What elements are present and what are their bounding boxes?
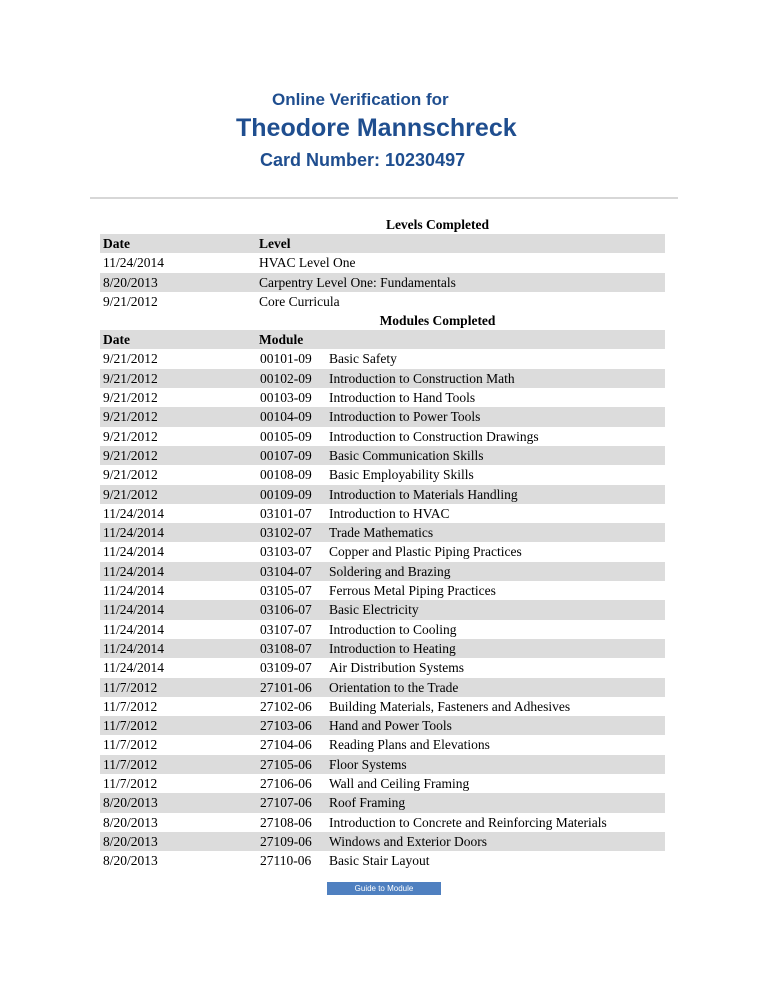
level-date: 9/21/2012: [103, 293, 158, 309]
level-date: 11/24/2014: [103, 255, 165, 271]
modules-col-date: Date: [103, 332, 130, 348]
card-number: Card Number: 10230497: [260, 150, 466, 170]
module-name: Introduction to Cooling: [329, 621, 457, 637]
module-date: 9/21/2012: [103, 351, 158, 367]
module-date: 11/24/2014: [103, 583, 165, 599]
levels-col-date: Date: [103, 236, 130, 251]
module-date: 11/7/2012: [103, 737, 158, 753]
module-row: [100, 755, 665, 774]
module-date: 8/20/2013: [103, 833, 158, 849]
module-date: 9/21/2012: [103, 409, 158, 425]
module-date: 11/24/2014: [103, 505, 165, 521]
module-code: 27106-06: [260, 776, 312, 792]
module-code: 03101-07: [260, 505, 312, 521]
module-code: 03103-07: [260, 544, 312, 560]
module-row: [100, 793, 665, 812]
module-code: 27103-06: [260, 718, 312, 734]
module-name: Roof Framing: [329, 795, 406, 811]
module-date: 8/20/2013: [103, 814, 158, 830]
module-row: [100, 658, 665, 677]
header-divider: [90, 197, 678, 199]
module-code: 27102-06: [260, 698, 312, 714]
module-name: Introduction to Construction Drawings: [329, 428, 539, 444]
module-code: 27101-06: [260, 679, 312, 695]
module-row: [100, 774, 665, 793]
module-row: [100, 504, 665, 523]
module-row: [100, 813, 665, 832]
module-code: 27110-06: [260, 853, 312, 869]
module-code: 03105-07: [260, 583, 312, 599]
module-row: [100, 485, 665, 504]
cardholder-name: Theodore Mannschreck: [236, 114, 517, 142]
module-date: 11/24/2014: [103, 525, 165, 541]
module-code: 00107-09: [260, 447, 312, 463]
module-name: Ferrous Metal Piping Practices: [329, 583, 496, 599]
module-row: [100, 716, 665, 735]
module-row: [100, 446, 665, 465]
module-name: Basic Communication Skills: [329, 447, 484, 463]
module-date: 11/24/2014: [103, 544, 165, 560]
module-row: [100, 697, 665, 716]
module-code: 03104-07: [260, 563, 312, 579]
modules-col-module: Module: [259, 332, 304, 348]
module-row: [100, 427, 665, 446]
modules-section-title: Modules Completed: [379, 313, 496, 329]
module-date: 9/21/2012: [103, 428, 158, 444]
module-date: 11/24/2014: [103, 602, 165, 618]
module-name: Reading Plans and Elevations: [329, 737, 490, 753]
guide-to-module-button[interactable]: Guide to Module: [327, 882, 441, 895]
module-name: Windows and Exterior Doors: [329, 833, 488, 849]
module-code: 27107-06: [260, 795, 312, 811]
module-date: 11/7/2012: [103, 776, 158, 792]
modules-header-row: [100, 330, 665, 349]
module-name: Copper and Plastic Piping Practices: [329, 544, 522, 560]
module-name: Introduction to Construction Math: [329, 370, 515, 386]
module-name: Trade Mathematics: [329, 525, 434, 541]
level-name: Carpentry Level One: Fundamentals: [259, 274, 456, 290]
module-date: 9/21/2012: [103, 467, 158, 483]
module-name: Orientation to the Trade: [329, 679, 459, 695]
module-code: 00109-09: [260, 486, 312, 502]
module-code: 00101-09: [260, 351, 312, 367]
level-row: [100, 253, 665, 272]
module-code: 27105-06: [260, 756, 312, 772]
level-date: 8/20/2013: [103, 274, 158, 290]
module-row: [100, 369, 665, 388]
module-date: 8/20/2013: [103, 795, 158, 811]
module-name: Basic Safety: [329, 351, 397, 367]
module-row: [100, 562, 665, 581]
module-row: [100, 639, 665, 658]
module-date: 11/7/2012: [103, 756, 158, 772]
module-row: [100, 388, 665, 407]
module-code: 00103-09: [260, 390, 312, 406]
verification-label: Online Verification for: [272, 90, 449, 109]
module-date: 9/21/2012: [103, 390, 158, 406]
module-code: 00108-09: [260, 467, 312, 483]
module-code: 27108-06: [260, 814, 312, 830]
module-code: 03106-07: [260, 602, 312, 618]
module-name: Wall and Ceiling Framing: [329, 776, 470, 792]
module-code: 27109-06: [260, 833, 312, 849]
module-code: 00105-09: [260, 428, 312, 444]
module-row: [100, 407, 665, 426]
module-code: 03109-07: [260, 660, 312, 676]
module-name: Introduction to Heating: [329, 640, 456, 656]
module-row: [100, 832, 665, 851]
module-row: [100, 542, 665, 561]
module-row: [100, 620, 665, 639]
levels-section-title: Levels Completed: [385, 217, 490, 232]
module-date: 11/24/2014: [103, 640, 165, 656]
module-row: [100, 678, 665, 697]
module-name: Introduction to Concrete and Reinforcing Materials: [329, 814, 607, 830]
module-name: Introduction to Materials Handling: [329, 486, 518, 502]
module-name: Basic Stair Layout: [329, 853, 430, 869]
module-name: Basic Electricity: [329, 602, 419, 618]
module-code: 00102-09: [260, 370, 312, 386]
module-name: Introduction to HVAC: [329, 505, 450, 521]
module-row: [100, 581, 665, 600]
module-code: 27104-06: [260, 737, 312, 753]
level-row: [100, 273, 665, 292]
module-code: 03102-07: [260, 525, 312, 541]
module-date: 11/7/2012: [103, 718, 158, 734]
module-date: 9/21/2012: [103, 447, 158, 463]
module-row: [100, 349, 665, 368]
module-date: 11/7/2012: [103, 698, 158, 714]
module-row: [100, 735, 665, 754]
module-name: Introduction to Hand Tools: [329, 390, 476, 406]
module-row: [100, 523, 665, 542]
module-date: 11/24/2014: [103, 621, 165, 637]
modules-list: [100, 349, 665, 870]
module-date: 8/20/2013: [103, 853, 158, 869]
level-row: [100, 292, 665, 311]
levels-col-level: Level: [259, 236, 291, 251]
module-row: [100, 600, 665, 619]
module-name: Building Materials, Fasteners and Adhesives: [329, 698, 571, 714]
module-code: 00104-09: [260, 409, 312, 425]
module-name: Floor Systems: [329, 756, 407, 772]
level-name: Core Curricula: [259, 293, 340, 309]
completion-table: [100, 215, 665, 893]
module-date: 9/21/2012: [103, 486, 158, 502]
levels-list: [100, 253, 665, 311]
module-code: 03107-07: [260, 621, 312, 637]
module-code: 03108-07: [260, 640, 312, 656]
module-date: 11/24/2014: [103, 660, 165, 676]
module-date: 9/21/2012: [103, 370, 158, 386]
module-date: 11/7/2012: [103, 679, 158, 695]
levels-header-row: [100, 234, 665, 253]
module-name: Hand and Power Tools: [329, 718, 452, 734]
module-name: Soldering and Brazing: [329, 563, 451, 579]
module-date: 11/24/2014: [103, 563, 165, 579]
module-name: Air Distribution Systems: [329, 660, 465, 676]
module-row: [100, 465, 665, 484]
module-name: Basic Employability Skills: [329, 467, 474, 483]
module-row: [100, 851, 665, 870]
level-name: HVAC Level One: [259, 255, 356, 271]
module-name: Introduction to Power Tools: [329, 409, 481, 425]
